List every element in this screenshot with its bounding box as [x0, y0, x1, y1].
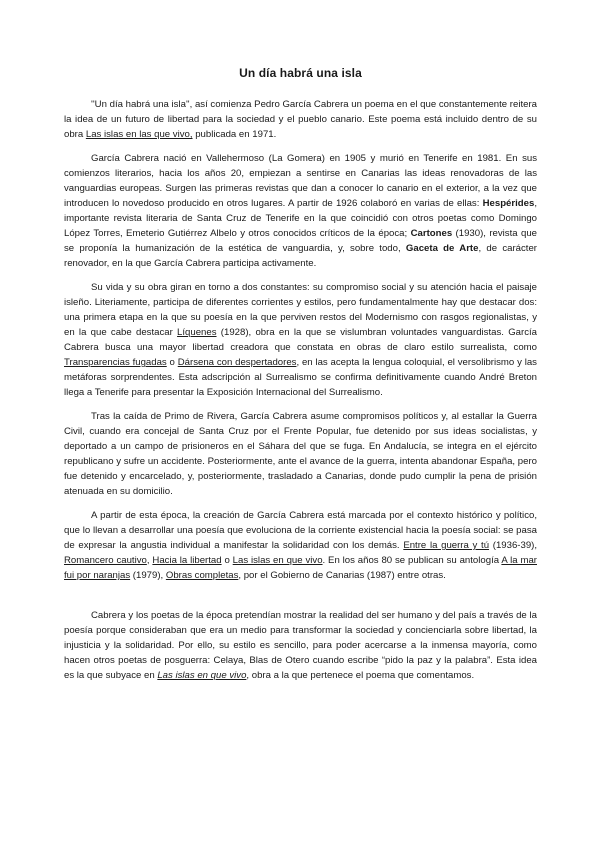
book-title-transparencias: Transparencias fugadas	[64, 357, 167, 368]
text-run: ''Un día habrá una isla'', así comienza Pedro García Cabrera un poema en el que constantemente reitera la idea de un futuro de libertad para la sociedad y el pueblo canario. Este poema está incluido dentro de su obra	[64, 99, 537, 140]
text-run: , importante revista literaria de Santa Cruz de Tenerife en la que coincidió con otros poetas como Domingo López Torres, Emeterio Gutiérrez Albelo y otros conocidos críticos de la época;	[64, 198, 537, 239]
book-title-entre-la-guerra: Entre la guerra y tú	[403, 540, 490, 551]
paragraph-conclusion	[64, 608, 537, 683]
book-title-obras-completas: Obras completas	[165, 570, 239, 581]
text-run: (1936-39),	[489, 540, 538, 551]
text-run: publicada en 1971.	[192, 129, 277, 140]
paragraph-work	[64, 280, 537, 400]
text-run: A partir de esta época, la creación de García Cabrera está marcada por el contexto histórico y político, que lo llevan a desarrollar una poesía que evoluciona de la corriente existencial hacia la poesía social: se pasa de expresar la angustia individual a manifestar la solidaridad con los demás.	[64, 510, 537, 551]
paragraph-biography	[64, 151, 537, 271]
text-run: o	[166, 357, 178, 368]
text-run: (1979),	[130, 570, 166, 581]
text-run: o	[221, 555, 233, 566]
text-run: , obra a la que pertenece el poema que comentamos.	[246, 670, 475, 681]
text-run: . En los años 80 se publican su antología	[322, 555, 502, 566]
text-run: Tras la caída de Primo de Rivera, García Cabrera asume compromisos políticos y, al estallar la Guerra Civil, cuando era concejal de Santa Cruz por el Frente Popular, fue detenido por sus ideas socialistas, y deportado a un campo de prisioneros en el Sáhara del que se fuga. En Andalucía, se integra en el ejército republicano y sufre un accidente. Posteriormente, ante el avance de la guerra, intenta abandonar España, pero fue detenido y encarcelado, y, posteriormente, trasladado a Canarias, donde pudo cumplir la pena de prisión atenuada en su domicilio.	[64, 411, 537, 497]
book-title-darsena: Dársena con despertadores	[177, 357, 297, 368]
book-title-las-islas: Las islas en las que vivo,	[85, 129, 193, 140]
book-title-liquenes: Líquenes	[177, 327, 217, 338]
text-run: , de carácter renovador, en la que García Cabrera participa activamente.	[64, 243, 537, 269]
text-run: Su vida y su obra giran en torno a dos constantes: su compromiso social y su atención hacia el paisaje isleño. Literiamente, participa de diferentes corrientes y estilos, pero fundamentalmente hay que destacar dos: una primera etapa en la que su poesía en la que perviven restos del Modernismo con rasgos regionalistas, y en la que cabe destacar	[64, 282, 537, 338]
text-run: Cabrera y los poetas de la época pretendían mostrar la realidad del ser humano y del país a través de la poesía porque consideraban que era un medio para transformar la sociedad y concienciarla sobre libertad, la injusticia y la solidaridad. Por ello, su estilo es sencillo, para poder acercarse a la inmensa mayoría, como hacen otros poetas de posguerra: Celaya, Blas de Otero cuando escribe “pido la paz y la palabra”. Esta idea es la que subyace en	[64, 610, 537, 681]
book-title-romancero: Romancero cautivo	[64, 555, 147, 566]
journal-hesperides: Hespérides	[482, 198, 535, 209]
journal-cartones: Cartones	[410, 228, 453, 239]
text-run: , por el Gobierno de Canarias (1987) entre otras.	[238, 570, 446, 581]
text-run: (1930), revista que se proponía la humanización de la estética de vanguardia, y, sobre todo,	[64, 228, 537, 254]
document-title: Un día habrá una isla	[239, 66, 362, 80]
text-run: ,	[146, 555, 153, 566]
paragraph-civil-war	[64, 409, 537, 499]
text-run: , en las acepta la lengua coloquial, el versolibrismo y las metáforas sorprendentes. Esta adscripción al Surrealismo se confirma definitivamente cuando André Breton llega a Tenerife para presentar la Exposición Internacional del Surrealismo.	[64, 357, 537, 398]
journal-gaceta-de-arte: Gaceta de Arte	[405, 243, 479, 254]
paragraph-intro	[64, 97, 537, 142]
text-run: (1928), obra en la que se vislumbran voluntades vanguardistas. García Cabrera busca una mayor libertad creadora que constata en obras de claro estilo surrealista, como	[64, 327, 537, 353]
book-title-las-islas-italic: Las islas en que vivo	[157, 670, 247, 681]
book-title-hacia-la-libertad: Hacia la libertad	[152, 555, 222, 566]
book-title-a-la-mar: A la mar fui por naranjas	[64, 555, 537, 581]
book-title-las-islas-en-que-vivo: Las islas en que vivo	[232, 555, 323, 566]
paragraph-social-poetry	[64, 508, 537, 583]
text-run: García Cabrera nació en Vallehermoso (La Gomera) en 1905 y murió en Tenerife en 1981. En sus comienzos literarios, hacia los años 20, empiezan a sentirse en Canarias las ideas renovadoras de las vanguardias europeas. Surgen las primeras revistas que dan a conocer lo canario en el exterior, a la vez que introducen lo novedoso producido en otros lugares. A partir de 1926 colaboró en varias de ellas:	[64, 153, 537, 209]
